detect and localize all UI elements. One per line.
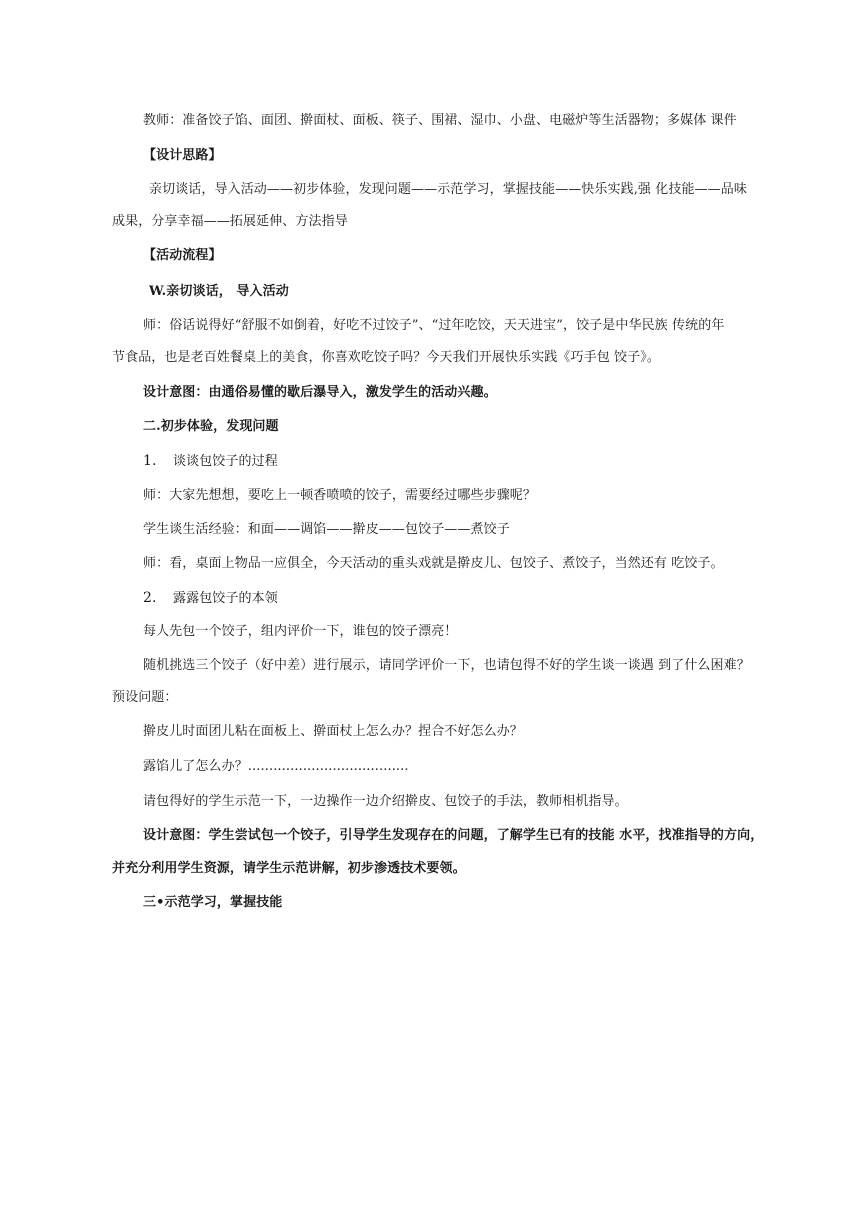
list-item-2-text: 露露包饺子的本领 bbox=[173, 591, 278, 606]
section-1-heading: W.亲切谈话， 导入活动 bbox=[149, 284, 289, 299]
teacher-question-line: 师：大家先想想，要吃上一顿香喷喷的饺子，需要经过哪些步骤呢？ bbox=[143, 488, 537, 503]
design-idea-line-1: 亲切谈话，导入活动——初步体验，发现问题——示范学习，掌握技能——快乐实践,强 化技能——品味 bbox=[149, 182, 747, 197]
intro-paragraph-line-2: 节食品，也是老百姓餐桌上的美食，你喜欢吃饺子吗？今天我们开展快乐实践《巧手包 饺子》。 bbox=[112, 350, 660, 365]
list-item-2 bbox=[143, 588, 278, 609]
teacher-materials-line: 教师：准备饺子馅、面团、擀面杖、面板、筷子、围裙、湿巾、小盘、电磁炉等生活器物；多媒体 课件 bbox=[143, 113, 737, 128]
showcase-paragraph-line-1: 随机挑选三个饺子（好中差）进行展示，请同学评价一下，也请包得不好的学生谈一谈遇 到了什么困难？ bbox=[143, 658, 750, 673]
preset-question-2: 露馅儿了怎么办？...................................... bbox=[143, 759, 409, 774]
showcase-paragraph-line-2: 预设问题： bbox=[112, 690, 178, 705]
list-item-1 bbox=[143, 451, 278, 472]
heading-design-idea: 【设计思路】 bbox=[143, 148, 222, 163]
teacher-remark-line: 师：看，桌面上物品一应俱全，今天活动的重头戏就是擀皮儿、包饺子、煮饺子，当然还有 吃饺子。 bbox=[143, 556, 724, 571]
activity-instruction-line: 每人先包一个饺子，组内评价一下，谁包的饺子漂亮！ bbox=[143, 624, 458, 639]
heading-activity-flow: 【活动流程】 bbox=[143, 248, 222, 263]
section-3-heading: 三•示范学习，掌握技能 bbox=[143, 895, 283, 910]
list-item-1-text: 谈谈包饺子的过程 bbox=[173, 454, 278, 469]
design-intent-2-line-1: 设计意图：学生尝试包一个饺子，引导学生发现存在的问题，了解学生已有的技能 水平，找准指导的方向， bbox=[143, 828, 764, 843]
demonstration-line: 请包得好的学生示范一下，一边操作一边介绍擀皮、包饺子的手法，教师相机指导。 bbox=[143, 794, 628, 809]
student-answer-line: 学生谈生活经验：和面——调馅——擀皮——包饺子——煮饺子 bbox=[143, 522, 510, 537]
design-intent-2-line-2: 并充分利用学生资源，请学生示范讲解，初步渗透技术要领。 bbox=[112, 861, 466, 876]
list-item-1-number: 1. bbox=[143, 453, 157, 469]
preset-question-1: 擀皮儿时面团儿粘在面板上、擀面杖上怎么办？捏合不好怎么办？ bbox=[143, 724, 523, 739]
intro-paragraph-line-1: 师：俗话说得好“舒服不如倒着，好吃不过饺子”、“过年吃饺，天天进宝”，饺子是中华民族 传统的年 bbox=[143, 318, 725, 333]
design-idea-line-2: 成果，分享幸福——拓展延伸、方法指导 bbox=[112, 214, 348, 229]
design-intent-1: 设计意图：由通俗易懂的歇后瀑导入，激发学生的活动兴趣。 bbox=[143, 385, 497, 400]
list-item-2-number: 2. bbox=[143, 590, 157, 606]
section-2-heading: 二.初步体验，发现问题 bbox=[143, 419, 279, 434]
